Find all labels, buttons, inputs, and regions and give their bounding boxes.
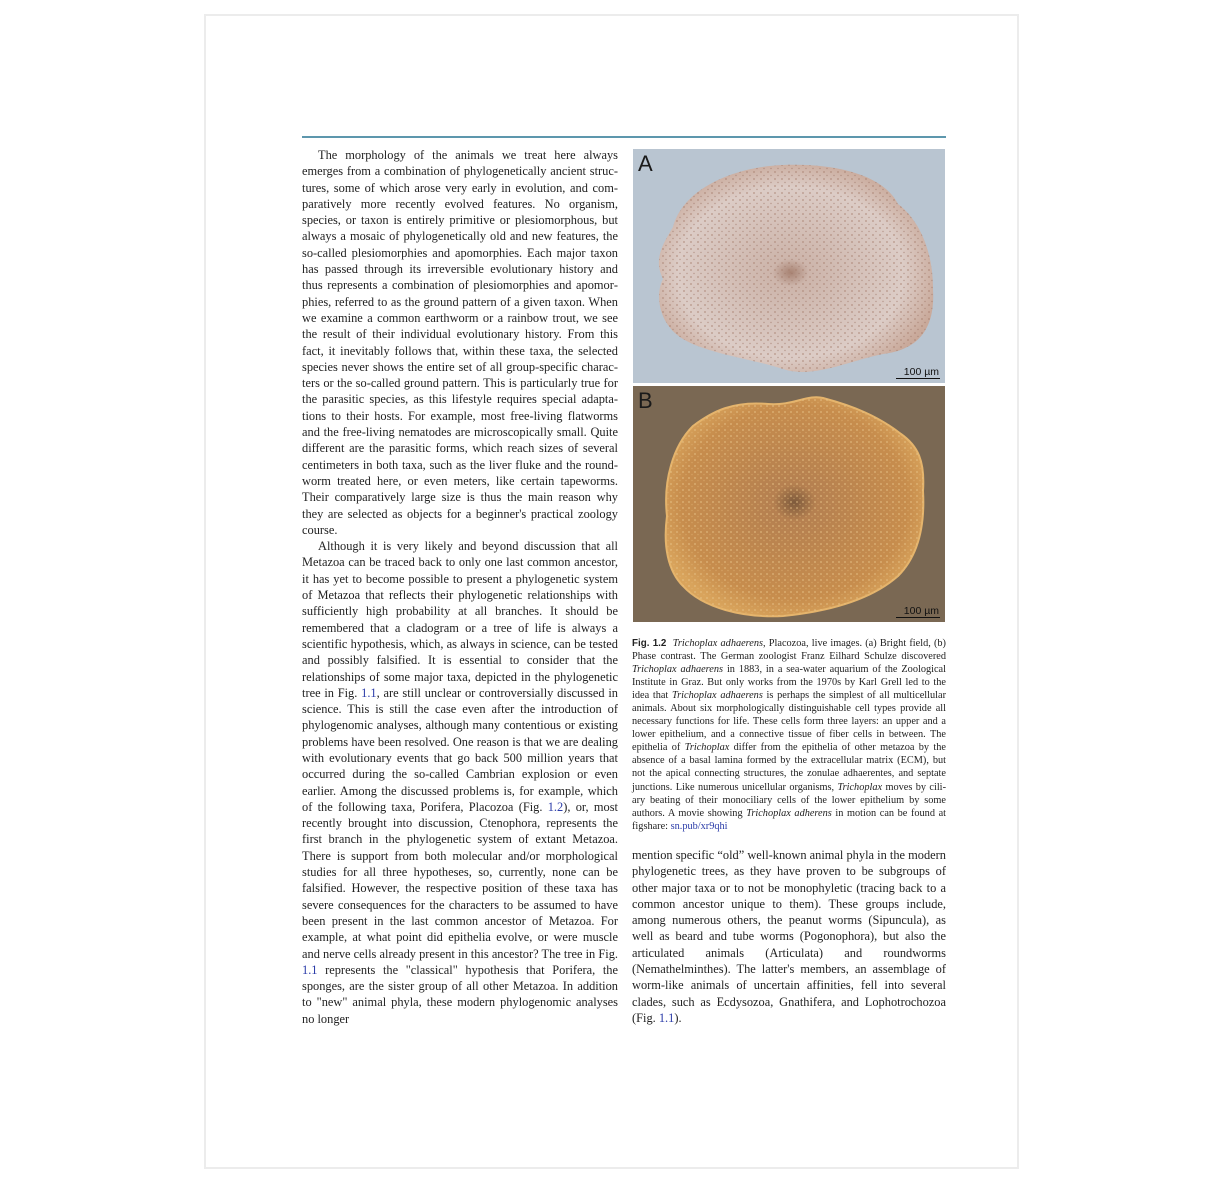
figure-panel-a-bright-field [633,149,945,383]
panel-label-a: A [638,151,653,176]
paragraph-3 [632,847,946,1026]
figure-caption [632,637,946,833]
caption-text: is perhaps the simplest of all multicellular animals. About six morphologically distinguishable cell types provide all necessary functions for life. These cells form three layers: an upper and a lower epithelium, and a connective tissue of fiber cells in between. The epithelia of [632,690,947,754]
left-column [302,147,618,1027]
species-name: Trichoplax adhaerens [672,690,763,702]
header-rule [302,136,946,138]
figure-link-1-2[interactable]: 1.2 [547,799,564,814]
panel-label-b: B [638,388,653,413]
species-name: Trichoplax adherens [746,807,832,819]
scale-bar-a: 100 µm [896,366,940,379]
species-name: Trichoplax adhaerens [672,638,764,649]
text-span: represents the "classical" hypothesis that Porifera, the sponges, are the sister group of all other Metazoa. In addition to "new" animal phyla, these modern phylogenomic analyses no longer [302,962,618,1026]
text-span: ), or, most recently brought into discussion, Ctenophora, represents the first branch in the phylogenetic system of extant Metazoa. There is support from both molecular and/or morphological studies for all three hypotheses, so, currently, none can be falsified. However, the respective position of these taxa has severe consequences for the characters to be assumed to have been present in the last common ancestor of Metazoa. For example, at what point did epithelia evolve, or were muscle and nerve cells already present in this ancestor? The tree in Fig. [302,799,618,961]
genus-name: Trichoplax [837,781,883,793]
figure-label: Fig. 1.2 [632,638,667,649]
caption-text: in motion can be found at figshare: [632,807,947,832]
figure-panel-b-phase-contrast [633,386,945,622]
text-span: Although it is very likely and beyond discussion that all Metazoa can be traced back to only one last common ancestor, it has yet to become possible to present a phylogenetic system of Metazoa that reflects their phylogenetic relationships with sufficiently high probability at all branches. It should be remembered that a cladogram or a tree of life is always a scientific hypothesis, which, as always in science, can be tested and possibly falsified. It is essential to consider that the relationships of some major taxa, depicted in the phylogenetic tree in Fig. [302,539,618,700]
paragraph-1: The morphology of the animals we treat here always emerges from a combination of phylogenetically ancient structures, some of which arose very early in evolution, and comparatively more recently evolved features. No organism, species, or taxon is entirely primitive or plesiomorphous, but always a mosaic of phylogenetically old and new features, the so-called plesiomorphies and apomorphies. Each major taxon has passed through its irreversible evolutionary history and thus represents a combination of plesiomorphies and apomorphies, referred to as the ground pattern of a given taxon. When we examine a common earthworm or a rainbow trout, we see the result of their individual evolutionary history. From this fact, it inevitably follows that, within these taxa, the selected species never shows the entire set of all group-specific characters or the so-called ground pattern. This is particularly true for the parasitic species, as this lifestyle requires special adaptations to their hosts. For example, most free-living flatworms and the free-living nematodes are microscopically small. Quite different are the parasitic forms, which reach sizes of several centimeters in both taxa, such as the liver fluke and the roundworm treated here, or even meters, like certain tapeworms. Their comparatively large size is thus the main reason why they are selected as objects for a beginner's practical zoology course. [302,148,618,537]
caption-text: in 1883, in a sea-water aquarium of the Zoological Institute in Graz. But only works from the 1970s by Karl Grell led to the idea that [632,664,946,702]
paragraph-2 [302,538,618,1027]
species-name: Trichoplax adhaerens [632,664,724,676]
caption-text: , Placozoa, live images. (a) Bright field, (b) Phase contrast. The German zoologist Franz Eilhard Schulze discovered [632,638,946,663]
trichoplax-bright-field-image [633,149,945,383]
text-span: mention specific “old” well-known animal phyla in the modern phylogenetic trees, as they have proven to be subgroups of other major taxa or to not be monophyletic (tracing back to a common ancestor unique to them). These groups include, among numerous others, the peanut worms (Sipuncula), as well as beard and tube worms (Pogonophora), but also the articulated animals (Articulata) and roundworms (Nemathelminthes). The latter's members, an assemblage of worm-like animals of uncertain affinities, fell into several clades, such as Ecdysozoa, Gnathifera, and Lophotrochozoa (Fig. [632,848,946,1025]
figure-link-1-1[interactable]: 1.1 [361,685,377,700]
caption-text: differ from the epithelia of other metazoa by the absence of a basal lamina formed by the extracellular matrix (ECM), but not the apical connecting structures, the zonulae adhaerentes, and septate junctions. Like numerous unicellular organisms, [632,742,946,793]
text-span: , are still unclear or controversially discussed in science. This is still the case even after the introduction of phylogenomic analyses, although many contentious or existing problems have been resolved. One reason is that we are dealing with evolutionary events that go back 500 million years that occurred during the so-called Cambrian explosion or even earlier. Among the discussed problems is, for example, which of the following taxa, Porifera, Placozoa (Fig. [302,685,618,814]
figure-link-1-1[interactable]: 1.1 [302,962,318,977]
right-column [632,847,946,1026]
text-span: ). [674,1010,682,1025]
scale-bar-b: 100 µm [896,605,940,618]
figure-link-1-1[interactable]: 1.1 [658,1010,675,1025]
figshare-link[interactable]: sn.pub/xr9qhi [670,820,728,832]
genus-name: Trichoplax [684,742,730,754]
caption-text: moves by ciliary beating of their monociliary cells of the lower epithelium by some authors. A movie showing [632,781,946,819]
trichoplax-phase-contrast-image [633,386,945,622]
